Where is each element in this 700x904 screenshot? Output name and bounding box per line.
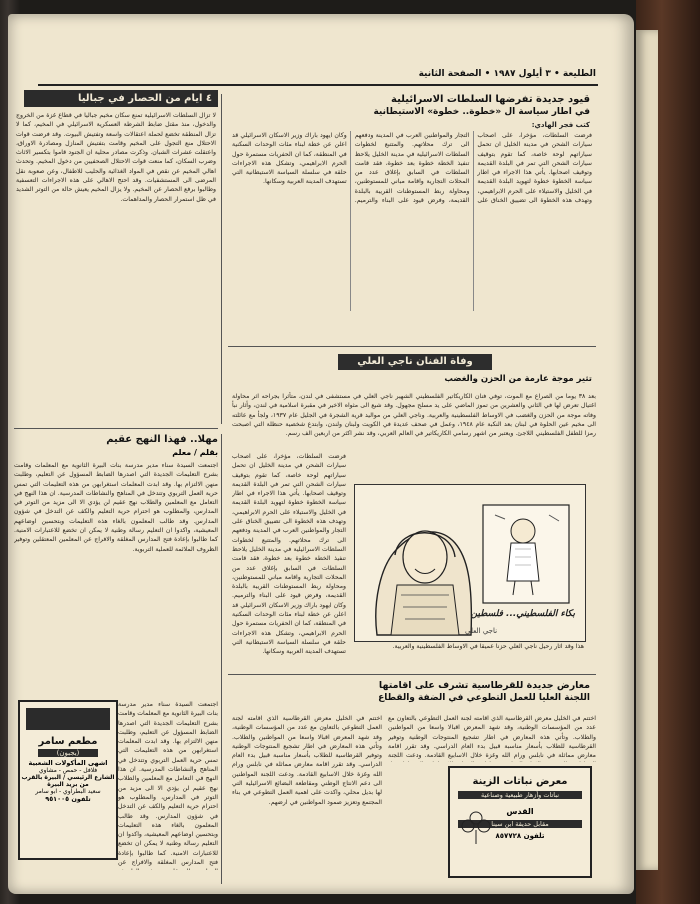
hebron-byline: كتب فجر الهادي: xyxy=(531,121,590,129)
masthead-text: الطليعة • ٣ أيلول ١٩٨٧ • الصفحة الثانية xyxy=(418,69,596,79)
plants-line1: نباتات وأزهار طبيعية وصناعية xyxy=(458,791,582,799)
education-body: اجتمعت السيدة سناء مدير مدرسة بنات البيرة الثانوية مع المعلمات وقامت بشرح التعليمات الجديدة التي اصدرها الضابط المسؤول عن التعليم، وطلبت منهن الالتزام بها. وقد ابدت المعلمات استغرابهن من هذه التعليمات التي تمس حرية العمل التربوي وتتدخل في المناهج والنشاطات المدرسية. ان هذا النهج في التعامل مع المعلمين والطلاب نهج عقيم لن يؤدي الا الى مزيد من التوتر في المدارس، والمطلوب هو احترام حرية التعليم والكف عن التدخل في شؤون المدارس. وقد طالب المعلمون بالغاء هذه التعليمات وبتحسين اوضاعهم المعيشية، واكدوا ان التعليم رسالة وطنية لا يمكن ان تخضع للاعتبارات الامنية. كما طالبوا بإعادة فتح المدارس المغلقة والافراج عن المعلمين المعتقلين وتوفير الظروف الملائمة للعملية التربوية. xyxy=(14,462,218,553)
restaurant-line2: فلافل - حمص - مشاوي xyxy=(38,767,98,774)
exhibitions-title: معارض جديدة للقرطاسية تشرف على اقامتها xyxy=(378,680,590,691)
plants-phone: تلفون ٨٥٧٧٢٨ xyxy=(495,832,545,840)
jabalia-title: ٤ ايام من الحصار في جباليا xyxy=(24,90,218,107)
restaurant-phone: تلفون ٩٥١٠٠٥ xyxy=(45,795,91,803)
cartoon-caption-text: بكاء الفلسطيني... فلسطين xyxy=(470,609,575,619)
education-continued: اجتمعت السيدة سناء مدير مدرسة بنات البيرة الثانوية مع المعلمات وقامت بشرح التعليمات الجديدة التي اصدرها الضابط المسؤول عن التعليم، وطلبت منهن الالتزام بها. وقد ابدت المعلمات استغرابهن من هذه التعليمات التي تمس حرية العمل التربوي وتتدخل في المناهج والنشاطات المدرسية. ان هذا النهج في التعامل مع المعلمين والطلاب نهج عقيم لن يؤدي الا الى مزيد من التوتر في المدارس، والمطلوب هو احترام حرية التعليم والكف عن التدخل في شؤون المدارس. وقد طالب المعلمون بالغاء هذه التعليمات وبتحسين اوضاعهم المعيشية، واكدوا ان التعليم رسالة وطنية لا يمكن ان تخضع للاعتبارات الامنية. كما طالبوا بإعادة فتح المدارس المغلقة والافراج عن xyxy=(118,701,218,867)
next-page-edge xyxy=(636,30,658,870)
cartoon-caption: هذا وقد اثار رحيل ناجي العلي حزنا عميقا في الاوساط الفلسطينية والعربية. xyxy=(392,643,584,650)
hebron-subtitle: في اطار سياسة ال «خطوة.. خطوة» الاستيطانية xyxy=(373,107,590,117)
hebron-article xyxy=(228,90,596,340)
hebron-title: قيود جديدة تفرضها السلطات الاسرائيلية xyxy=(391,94,590,105)
restaurant-name: مطعم سامر xyxy=(38,736,98,747)
middle-column-text: فرضت السلطات، مؤخرا، على اصحاب سيارات الشحن في مدينة الخليل ان تحمل سياراتهم لوحة خاصة، كما تقوم بتوقيف سيارات الشحن التي تمر في البلدة القديمة وتوقيف اصحابها. يأتي هذا الاجراء في اطار سياسة الخطوة خطوة لتهويد البلدة القديمة في الخليل والاستيلاء على الحرم الابراهيمي، وتهدف هذه الخطوة الى تضييق الخناق على التجار والمواطنين العرب في المدينة ودفعهم الى ترك محلاتهم. والمتتبع لخطوات السلطات الاسرائيلية في مدينة الخليل يلاحظ تنفيذ الخطة خطوة بعد خطوة، فقد قامت السلطات في السابق بإغلاق عدد من المحلات التجارية واقامة مباني للمستوطنين، ومحاولة ربط المستوطنات القريبة بالبلدة القديمة، وفرض قيود على البناء والترميم. وكان ايهود باراك وزير الاسكان الاسرائيلي قد اعلن عن خطة لبناء مئات الوحدات السكنية في المنطقة، كما ان الحفريات مستمرة حول الحرم الابراهيمي، وتشكل هذه الاجراءات حلقة في سلسلة السياسة الاستيطانية التي تستهدف المدينة العربية وسكانها. xyxy=(232,453,346,656)
page-header xyxy=(38,68,598,86)
naji-body: بعد ٣٨ يوما من الصراع مع الموت، توفي فنان الكاريكاتير الفلسطيني الشهير ناجي العلي في مستشفى في لندن، متأثرا بجراحه اثر محاولة اغتيال تعرض لها في الثاني والعشرين من تموز الماضي على يد مسلح مجهول. وقد شيع الى مثواه الاخير في مقبرة اسلامية في لندن، وأثار نبأ وفاته موجة من الحزن والغضب في الاوساط الفلسطينية والعربية. وناجي العلي من مواليد قرية الشجرة في الجليل عام ١٩٣٧، ولجأ مع عائلته الى مخيم عين الحلوة في لبنان بعد النكبة عام ١٩٤٨، وعمل في صحف عديدة في الكويت ولبنان ولندن، وابتدع شخصية حنظلة التي اصبحت رمزا للطفل الفلسطيني اللاجئ. ويعتبر من اشهر رسامي الكاريكاتير في العالم العربي، وقد نشر اكثر من اربعين الف رسم. xyxy=(232,393,596,438)
plants-shop-ad xyxy=(448,766,592,878)
exhibitions-subtitle: اللجنة العليا للعمل التطوعي في الضفة والقطاع xyxy=(378,693,590,703)
plants-line3: مقابل حديقة ابن سينا xyxy=(458,820,582,828)
education-byline: بقلم / معلم xyxy=(172,448,218,457)
restaurant-sub: (يجبون) xyxy=(38,749,98,757)
plants-name: معرض نباتات الزينة xyxy=(472,776,568,787)
education-article xyxy=(14,434,218,694)
naji-cartoon xyxy=(354,484,586,642)
restaurant-line3: الشارع الرئيسي / البيرة بالقرب من بريد البيرة xyxy=(21,774,115,788)
samer-restaurant-ad xyxy=(18,700,118,860)
restaurant-line4: سعيد البطراوي - ابو سامر xyxy=(35,788,101,795)
plants-line2: القدس xyxy=(506,807,534,816)
education-title: مهلا.. فهذا النهج عقيم xyxy=(106,434,218,445)
cartoon-signature: ناجي العلي xyxy=(465,627,498,635)
naji-subtitle: تثير موجة عارمة من الحزن والغضب xyxy=(444,374,592,384)
jabalia-article xyxy=(14,90,218,416)
hebron-body: فرضت السلطات، مؤخرا، على اصحاب سيارات الشحن في مدينة الخليل ان تحمل سياراتهم لوحة خاصة، كما تقوم بتوقيف سيارات الشحن التي تمر في البلدة القديمة وتوقيف اصحابها. يأتي هذا الاجراء في اطار سياسة الخطوة خطوة لتهويد البلدة القديمة في الخليل والاستيلاء على الحرم الابراهيمي، وتهدف هذه الخطوة الى تضييق الخناق على التجار والمواطنين العرب في المدينة ودفعهم الى ترك محلاتهم. والمتتبع لخطوات السلطات الاسرائيلية في مدينة الخليل يلاحظ تنفيذ الخطة خطوة بعد خطوة، فقد قامت السلطات في السابق بإغلاق عدد من المحلات التجارية واقامة مباني للمستوطنين، ومحاولة ربط المستوطنات القريبة بالبلدة القديمة، وفرض قيود على البناء والترميم. وكان ايهود باراك وزير الاسكان الاسرائيلي قد اعلن عن خطة لبناء مئات الوحدات السكنية في المنطقة، كما ان الحفريات مستمرة حول الحرم الابراهيمي، وتشكل هذه الاجراءات حلقة في سلسلة السياسة الاستيطانية التي تستهدف المدينة العربية وسكانها. xyxy=(232,132,592,205)
naji-banner: وفاة الفنان ناجي العلي xyxy=(338,354,492,370)
exhibitions-body-col2: اختتم في الخليل معرض القرطاسية الذي اقامته لجنة العمل التطوعي بالتعاون مع عدد من المؤسسات الوطنية، وقد شهد المعرض اقبالا واسعا من المواطنين والطلاب. وتأتي هذه المعارض في اطار تشجيع المنتوجات الوطنية وتوفير القرطاسية للطلاب بأسعار مناسبة قبيل بدء العام الدراسي. وقد تقرر اقامة معارض مماثلة في نابلس ورام الله وغزة خلال الاسابيع القادمة. ودعت اللجنة المواطنين الى دعم الانتاج الوطني ومقاطعة البضائع الاسرائيلية التي لها بديل محلي، واكدت على اهمية العمل التطوعي في بناء المجتمع وتعزيز صمود المواطنين في ارضهم. xyxy=(232,715,382,806)
jabalia-body: لا تزال السلطات الاسرائيلية تمنع سكان مخيم جباليا في قطاع غزة من الخروج والدخول، منذ مقتل ضابط الشرطة العسكرية الاسرائيلي في المخيم، كما لا تزال المنطقة تخضع لحملة اعتقالات واسعة وتفتيش البيوت. وقد فرضت قوات الاحتلال منع التجول على المخيم وقامت بتفتيش المنازل ومصادرة الاوراق، واعتقلت عشرات الشبان. وذكرت مصادر محلية ان الجنود قاموا بتكسير الاثاث وضرب السكان، كما منعت قوات الاحتلال الصحفيين من دخول المخيم. وتحدث اهالي المخيم عن نقص في المواد الغذائية والحليب للاطفال، وعن صعوبة نقل المرضى الى المستشفيات. وقد احتج الاهالي على هذه الاجراءات التعسفية وطالبوا برفع الحصار عن المخيم. ولا يزال المخيم يعيش حالة من التوتر الشديد في ظل استمرار الحصار والمداهمات. xyxy=(16,112,216,203)
exhibitions-body: اختتم في الخليل معرض القرطاسية الذي اقامته لجنة العمل التطوعي بالتعاون مع عدد من المؤسسات الوطنية، وقد شهد المعرض اقبالا واسعا من المواطنين والطلاب. وتأتي هذه المعارض في اطار تشجيع المنتوجات الوطنية وتوفير القرطاسية للطلاب بأسعار مناسبة قبيل بدء العام الدراسي. وقد تقرر اقامة معارض مماثلة في نابلس ورام الله وغزة خلال الاسابيع القادمة. ودعت اللجنة xyxy=(388,715,596,760)
newspaper-page xyxy=(8,14,634,894)
flower-icon xyxy=(456,804,496,844)
restaurant-line1: اشهى المأكولات الشعبية xyxy=(28,759,108,767)
